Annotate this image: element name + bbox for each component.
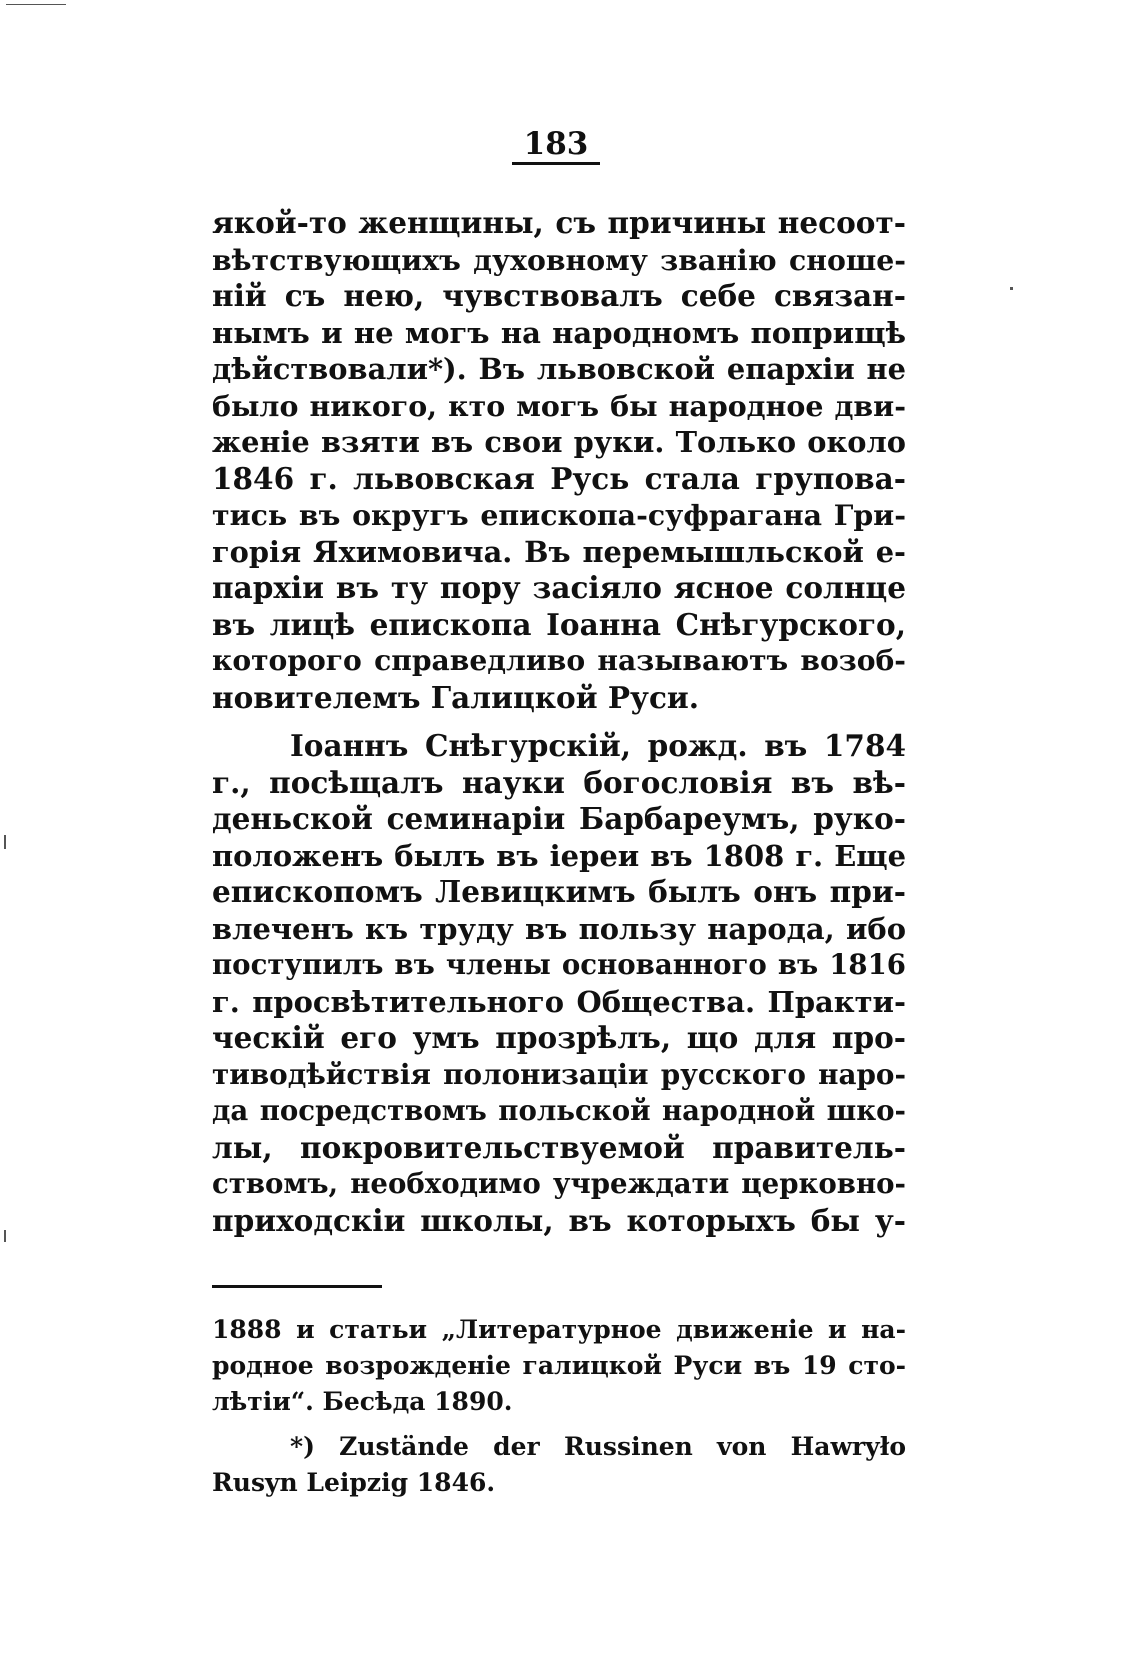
footnote-continued: [212, 1312, 906, 1420]
text-line: ній съ нею, чувствовалъ себе связан-: [212, 278, 906, 313]
text-line: которого справедливо называютъ возоб-: [212, 644, 906, 677]
paragraph-1: [212, 205, 906, 716]
page-number: 183: [523, 126, 589, 162]
scan-mark: [6, 4, 66, 5]
text-line: деньской семинаріи Барбареумъ, руко-: [212, 801, 906, 836]
text-line: да посредствомъ польской народной шко-: [212, 1094, 906, 1127]
main-text: [212, 205, 906, 1239]
scan-mark: [1010, 287, 1013, 290]
text-line: тиводѣйствія полонизаціи русского наро-: [212, 1057, 906, 1091]
footnote-line: Rusyn Leipzig 1846.: [212, 1468, 496, 1497]
text-line: 1846 г. львовская Русь стала групова-: [212, 460, 906, 496]
text-line: влеченъ къ труду въ пользу народа, ибо: [212, 911, 906, 946]
text-line: г., посѣщалъ науки богословія въ вѣ-: [212, 764, 906, 800]
header-rule: [512, 162, 600, 165]
paragraph-2: [212, 728, 906, 1239]
footnote-star: [212, 1429, 906, 1501]
text-line: дѣйствовали*). Въ львовской епархіи не: [212, 352, 906, 386]
text-line: ческій его умъ прозрѣлъ, що для про-: [212, 1020, 906, 1055]
text-line: приходскіи школы, въ которыхъ бы у-: [212, 1202, 906, 1238]
footnotes: [212, 1312, 906, 1501]
text-line: тись въ округъ епископа-суфрагана Гри-: [212, 498, 906, 532]
scan-mark: [4, 835, 6, 849]
text-line: поступилъ въ члены основанного въ 1816: [212, 948, 906, 981]
text-line: вѣтствующихъ духовному званію сноше-: [212, 242, 906, 277]
footnote-line: родное возрожденіе галицкой Руси въ 19 сто-: [212, 1351, 906, 1380]
text-line: г. просвѣтительного Общества. Практи-: [212, 984, 906, 1019]
text-line: новителемъ Галицкой Руси.: [212, 679, 700, 715]
footnote-line: 1888 и статьи „Литературное движеніе и на-: [212, 1315, 906, 1344]
paragraph-gap: [212, 716, 906, 728]
text-line: положенъ былъ въ іереи въ 1808 г. Еще: [212, 838, 906, 873]
footnote-rule: [212, 1285, 382, 1288]
scan-mark: [4, 1230, 6, 1242]
text-line: лы, покровительствуемой правитель-: [212, 1129, 906, 1165]
text-line: нымъ и не могъ на народномъ поприщѣ: [212, 315, 906, 350]
footnote-line: *) Zustände der Russinen von Hawryło: [290, 1432, 906, 1461]
text-line: въ лицѣ епископа Іоанна Снѣгурского,: [212, 606, 906, 642]
text-line: горія Яхимовича. Въ перемышльской е-: [212, 534, 906, 569]
footnote-line: лѣтіи“. Бесѣда 1890.: [212, 1387, 513, 1416]
text-line: якой-то женщины, съ причины несоот-: [212, 205, 906, 240]
text-line: пархіи въ ту пору засіяло ясное солнце: [212, 570, 906, 605]
text-line: ствомъ, необходимо учреждати церковно-: [212, 1167, 906, 1200]
text-line: Іоаннъ Снѣгурскій, рожд. въ 1784: [290, 728, 906, 763]
footnote-gap: [212, 1420, 906, 1429]
text-line: было никого, кто могъ бы народное дви-: [212, 388, 906, 423]
text-line: епископомъ Левицкимъ былъ онъ при-: [212, 874, 906, 909]
text-line: женіе взяти въ свои руки. Только около: [212, 425, 906, 459]
